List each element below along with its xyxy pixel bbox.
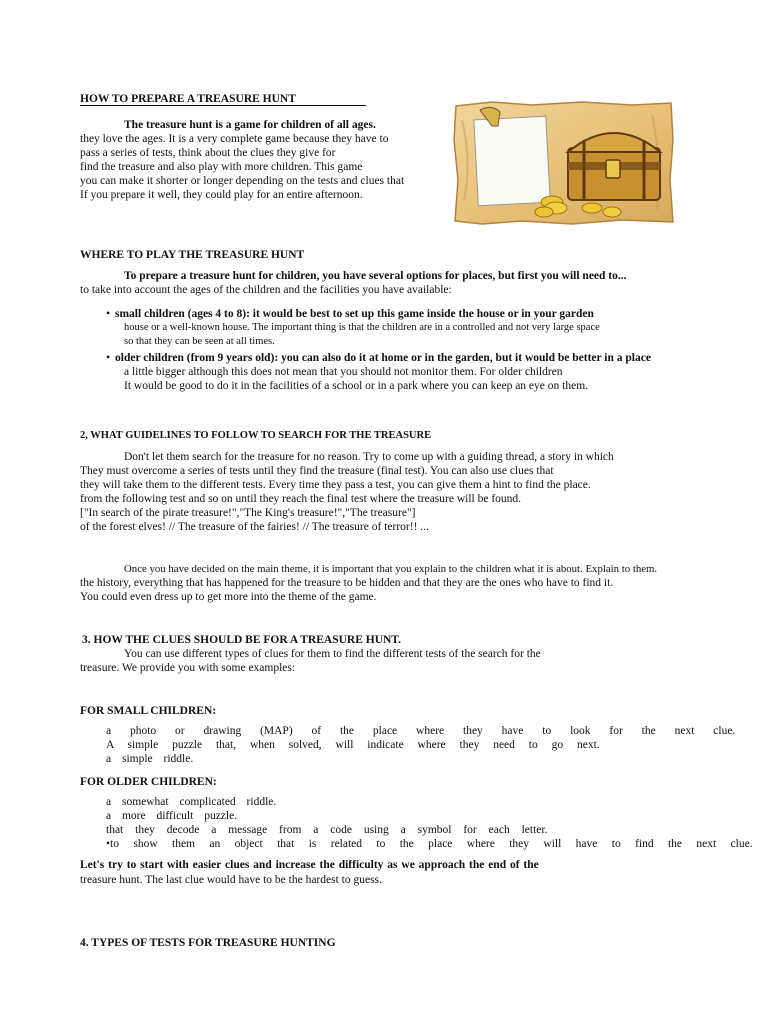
theme-line-2: the history, everything that has happened for the treasure to be hidden and that they are the ones who have to find it. — [80, 577, 614, 589]
small-item-1: a photo or drawing (MAP) of the place where they have to look for the next clue. — [106, 725, 736, 737]
older-children-heading: FOR OLDER CHILDREN: — [80, 776, 217, 788]
page-title — [80, 92, 366, 106]
older-item-2: a more difficult puzzle. — [106, 810, 238, 822]
bullet-older-line-2: It would be good to do it in the facilities of a school or in a park where you can keep an eye on them. — [124, 380, 589, 392]
small-children-heading: FOR SMALL CHILDREN: — [80, 705, 217, 717]
closing-line: treasure hunt. The last clue would have to be the hardest to guess. — [80, 874, 382, 886]
guidelines-heading: 2, WHAT GUIDELINES TO FOLLOW TO SEARCH FOR THE TREASURE — [80, 430, 432, 441]
guidelines-line-6: of the forest elves! // The treasure of the fairies! // The treasure of terror!! ... — [80, 521, 429, 533]
intro-line-3: find the treasure and also play with more children. This game — [80, 161, 363, 173]
intro-line-5: If you prepare it well, they could play for an entire afternoon. — [80, 189, 363, 201]
bullet-dot: • — [106, 306, 111, 320]
clues-line-1: You can use different types of clues for them to find the different tests of the search for the — [124, 648, 541, 660]
intro-line-4: you can make it shorter or longer depending on the tests and clues that — [80, 175, 405, 187]
bullet-small-line-1: house or a well-known house. The important thing is that the children are in a controlled and not very large space — [124, 322, 600, 333]
where-line-2: to take into account the ages of the children and the facilities you have available: — [80, 284, 452, 296]
intro-line-1: they love the ages. It is a very complete game because they have to — [80, 133, 389, 145]
bullet-dot: • — [106, 350, 111, 364]
bullet-older-children: older children (from 9 years old): you can also do it at home or in the garden, but it would be better in a place — [115, 352, 651, 364]
small-item-3: a simple riddle. — [106, 753, 194, 765]
older-item-3: that they decode a message from a code using a symbol for each letter. — [106, 824, 548, 836]
guidelines-line-4: from the following test and so on until they reach the final test where the treasure will be found. — [80, 493, 522, 505]
guidelines-line-5: ["In search of the pirate treasure!","The King's treasure!","The treasure"] — [80, 507, 416, 519]
theme-line-3: You could even dress up to get more into the theme of the game. — [80, 591, 377, 603]
bullet-small-line-2: so that they can be seen at all times. — [124, 336, 275, 347]
page-title-text: HOW TO PREPARE A TREASURE HUNT — [80, 93, 366, 106]
older-item-1: a somewhat complicated riddle. — [106, 796, 277, 808]
clues-heading: 3. HOW THE CLUES SHOULD BE FOR A TREASURE HUNT. — [82, 634, 401, 646]
small-item-2: A simple puzzle that, when solved, will indicate where they need to go next. — [106, 739, 600, 751]
older-item-4: •to show them an object that is related to the place where they will have to find the next clue. — [106, 838, 753, 850]
theme-line-1: Once you have decided on the main theme, it is important that you explain to the children what it is about. Explain to them. — [124, 563, 658, 575]
guidelines-line-3: they will take them to the different tests. Every time they pass a test, you can give them a hint to find the place. — [80, 479, 591, 491]
treasure-map-illustration — [452, 100, 675, 226]
tests-heading: 4. TYPES OF TESTS FOR TREASURE HUNTING — [80, 937, 336, 949]
where-heading: WHERE TO PLAY THE TREASURE HUNT — [80, 249, 305, 261]
where-lead: To prepare a treasure hunt for children, you have several options for places, but first you will need to... — [124, 270, 627, 282]
intro-lead: The treasure hunt is a game for children of all ages. — [124, 119, 376, 131]
guidelines-line-2: They must overcome a series of tests until they find the treasure (final test). You can also use clues that — [80, 465, 554, 477]
bullet-older-line-1: a little bigger although this does not mean that you should not monitor them. For older children — [124, 366, 563, 378]
clues-line-2: treasure. We provide you with some examples: — [80, 662, 296, 674]
closing-bold: Let's try to start with easier clues and increase the difficulty as we approach the end of the — [80, 859, 539, 871]
guidelines-line-1: Don't let them search for the treasure for no reason. Try to come up with a guiding thread, a story in which — [124, 451, 614, 463]
intro-line-2: pass a series of tests, think about the clues they give for — [80, 147, 336, 159]
bullet-small-children: small children (ages 4 to 8): it would be best to set up this game inside the house or in your garden — [115, 308, 594, 320]
